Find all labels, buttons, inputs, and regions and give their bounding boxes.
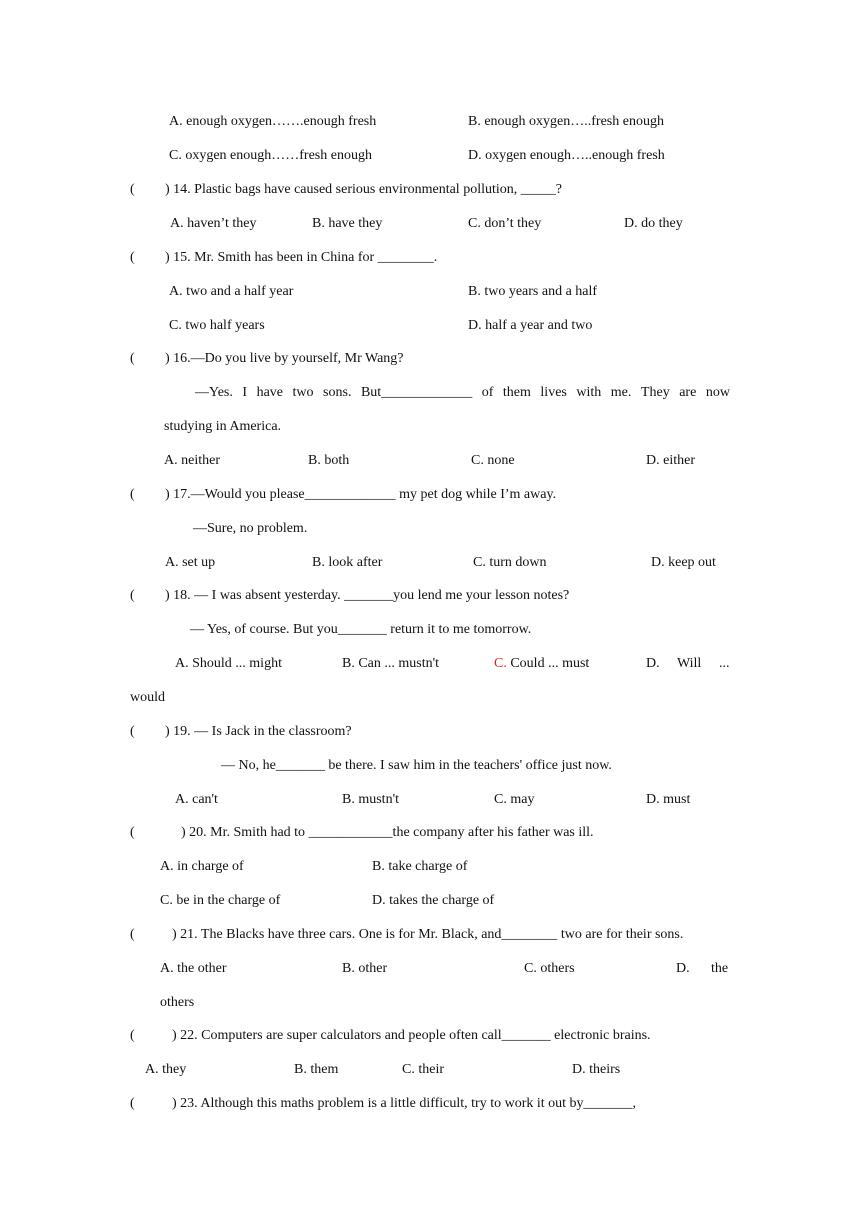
q19-option-d: D. must bbox=[646, 792, 691, 807]
q18-option-d-word: Will bbox=[677, 656, 702, 671]
q21-option-d-letter: D. bbox=[676, 961, 690, 976]
q18-dialog-line: — Yes, of course. But you_______ return it to me tomorrow. bbox=[190, 622, 532, 637]
q16-answer-paren: ( bbox=[130, 351, 135, 366]
q18-option-c-text: Could ... must bbox=[506, 656, 590, 671]
q20-option-a: A. in charge of bbox=[160, 859, 244, 874]
q16-option-d: D. either bbox=[646, 453, 695, 468]
q13-option-b: B. enough oxygen…..fresh enough bbox=[468, 114, 664, 129]
q20-stem: ) 20. Mr. Smith had to ____________the company after his father was ill. bbox=[181, 825, 594, 840]
q18-option-d-cont: would bbox=[130, 690, 165, 705]
q20-option-b: B. take charge of bbox=[372, 859, 468, 874]
q21-option-b: B. other bbox=[342, 961, 388, 976]
q15-option-b: B. two years and a half bbox=[468, 284, 598, 299]
q20-answer-paren: ( bbox=[130, 825, 135, 840]
q16-word: me. bbox=[610, 385, 632, 400]
q16-word: with bbox=[576, 385, 602, 400]
q16-word: But_____________ bbox=[360, 385, 473, 400]
q21-option-a: A. the other bbox=[160, 961, 227, 976]
q18-answer-paren: ( bbox=[130, 588, 135, 603]
q22-answer-paren: ( bbox=[130, 1028, 135, 1043]
q16-option-a: A. neither bbox=[164, 453, 220, 468]
q18-option-d-dots: ... bbox=[719, 656, 730, 671]
q16-word: sons. bbox=[323, 385, 352, 400]
q19-answer-paren: ( bbox=[130, 724, 135, 739]
q16-word: now bbox=[705, 385, 730, 400]
q18-option-a: A. Should ... might bbox=[175, 656, 282, 671]
q21-answer-paren: ( bbox=[130, 927, 135, 942]
q14-option-b: B. have they bbox=[312, 216, 383, 231]
q22-option-a: A. they bbox=[145, 1062, 187, 1077]
q22-option-d: D. theirs bbox=[572, 1062, 621, 1077]
q14-answer-paren: ( bbox=[130, 182, 135, 197]
q16-word: have bbox=[256, 385, 284, 400]
q21-option-c: C. others bbox=[524, 961, 575, 976]
q22-option-b: B. them bbox=[294, 1062, 339, 1077]
q16-word: lives bbox=[540, 385, 567, 400]
q17-dialog-line: —Sure, no problem. bbox=[193, 521, 308, 536]
q22-option-c: C. their bbox=[402, 1062, 444, 1077]
q14-option-d: D. do they bbox=[624, 216, 683, 231]
q17-option-c: C. turn down bbox=[473, 555, 547, 570]
q17-option-b: B. look after bbox=[312, 555, 383, 570]
q13-option-c: C. oxygen enough……fresh enough bbox=[169, 148, 372, 163]
q22-stem: ) 22. Computers are super calculators and people often call_______ electronic brains. bbox=[172, 1028, 651, 1043]
q16-word: two bbox=[292, 385, 314, 400]
q14-option-c: C. don’t they bbox=[468, 216, 542, 231]
q17-answer-paren: ( bbox=[130, 487, 135, 502]
q16-word: —Yes. bbox=[195, 385, 233, 400]
q19-stem: ) 19. — Is Jack in the classroom? bbox=[165, 724, 352, 739]
q15-option-d: D. half a year and two bbox=[468, 318, 593, 333]
q18-option-d-letter: D. bbox=[646, 656, 660, 671]
q21-option-d-word: the bbox=[711, 961, 729, 976]
q13-option-a: A. enough oxygen…….enough fresh bbox=[169, 114, 377, 129]
q16-stem: ) 16.—Do you live by yourself, Mr Wang? bbox=[165, 351, 404, 366]
q16-word: them bbox=[502, 385, 531, 400]
q19-option-a: A. can't bbox=[175, 792, 218, 807]
q18-stem: ) 18. — I was absent yesterday. _______you lend me your lesson notes? bbox=[165, 588, 570, 603]
q17-option-d: D. keep out bbox=[651, 555, 716, 570]
q18-option-b: B. Can ... mustn't bbox=[342, 656, 440, 671]
q20-option-d: D. takes the charge of bbox=[372, 893, 495, 908]
q14-stem: ) 14. Plastic bags have caused serious environmental pollution, _____? bbox=[165, 182, 562, 197]
q18-option-c-letter: C. bbox=[494, 656, 507, 671]
q16-option-b: B. both bbox=[308, 453, 350, 468]
q16-word: I bbox=[242, 385, 248, 400]
q19-dialog-line: — No, he_______ be there. I saw him in the teachers' office just now. bbox=[221, 758, 612, 773]
q15-answer-paren: ( bbox=[130, 250, 135, 265]
q15-stem: ) 15. Mr. Smith has been in China for ________. bbox=[165, 250, 438, 265]
q16-dialog-line-cont: studying in America. bbox=[164, 419, 282, 434]
q21-option-d-cont: others bbox=[160, 995, 195, 1010]
q16-word: of bbox=[481, 385, 494, 400]
q16-dialog-line bbox=[195, 384, 730, 402]
q19-option-c: C. may bbox=[494, 792, 535, 807]
q14-option-a: A. haven’t they bbox=[170, 216, 257, 231]
q23-answer-paren: ( bbox=[130, 1096, 135, 1111]
q16-word: are bbox=[679, 385, 697, 400]
q17-stem: ) 17.—Would you please_____________ my pet dog while I’m away. bbox=[165, 487, 557, 502]
q16-word: They bbox=[640, 385, 670, 400]
q18-option-c bbox=[494, 655, 589, 673]
q17-option-a: A. set up bbox=[165, 555, 216, 570]
q16-option-c: C. none bbox=[471, 453, 515, 468]
q15-option-a: A. two and a half year bbox=[169, 284, 294, 299]
q21-stem: ) 21. The Blacks have three cars. One is for Mr. Black, and________ two are for their sons. bbox=[172, 927, 684, 942]
q20-option-c: C. be in the charge of bbox=[160, 893, 281, 908]
q23-stem: ) 23. Although this maths problem is a little difficult, try to work it out by_______, bbox=[172, 1096, 637, 1111]
q13-option-d: D. oxygen enough…..enough fresh bbox=[468, 148, 665, 163]
q15-option-c: C. two half years bbox=[169, 318, 265, 333]
q19-option-b: B. mustn't bbox=[342, 792, 399, 807]
